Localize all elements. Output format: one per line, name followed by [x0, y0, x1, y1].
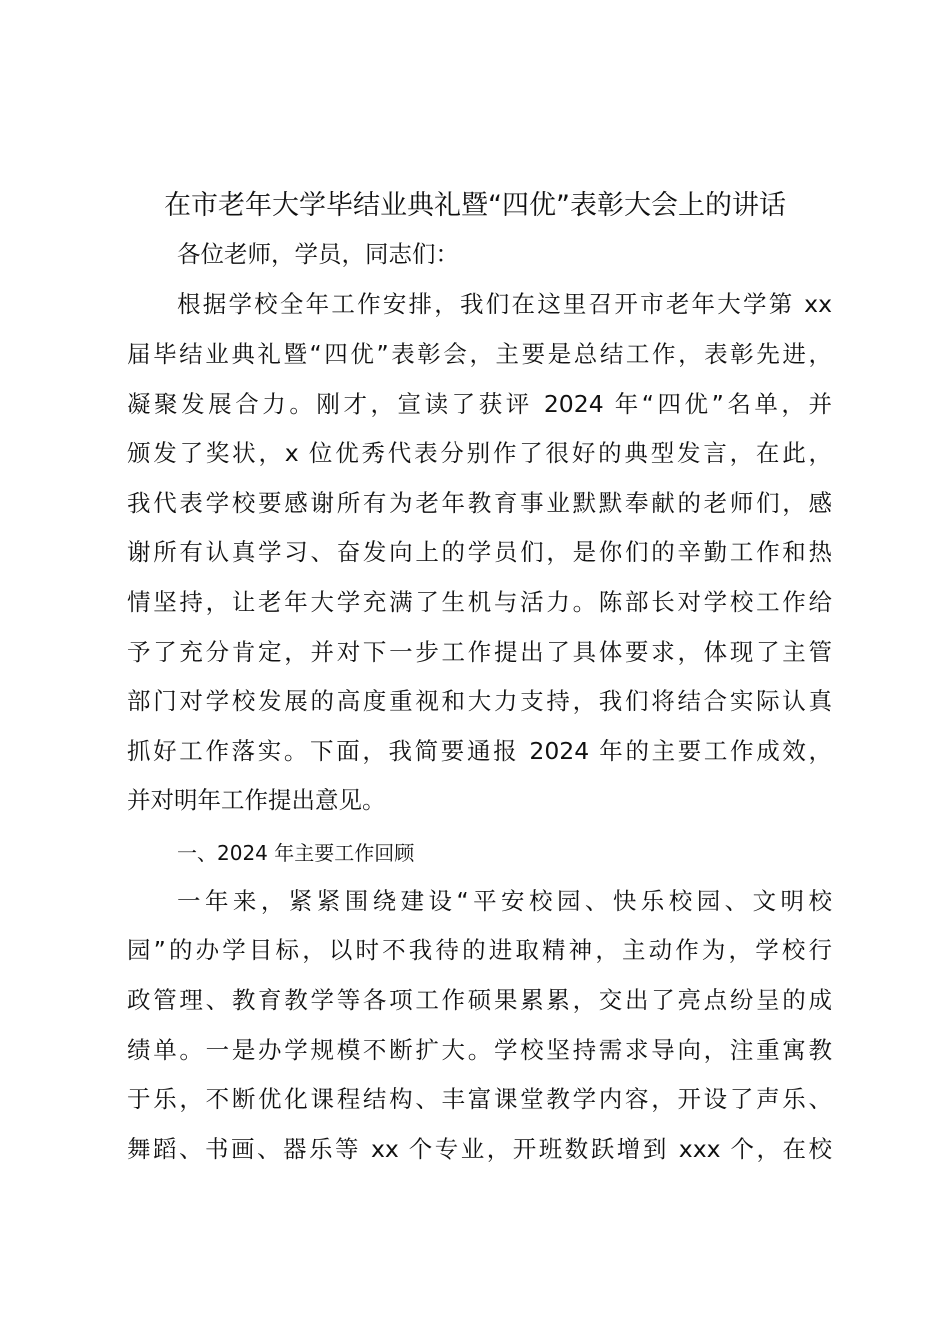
section-heading: 一、2024 年主要工作回顾: [177, 841, 415, 865]
paragraph-line: 抓好工作落实。下面，我简要通报 2024 年的主要工作成效，: [127, 737, 832, 765]
paragraph-line: 部门对学校发展的高度重视和大力支持，我们将结合实际认真: [127, 687, 832, 715]
paragraph-line: 一年来，紧紧围绕建设“平安校园、快乐校园、文明校: [177, 887, 832, 915]
paragraph-line: 凝聚发展合力。刚才，宣读了获评 2024 年“四优”名单，并: [127, 390, 832, 418]
paragraph-line: 并对明年工作提出意见。: [127, 786, 386, 814]
paragraph-line: 于乐，不断优化课程结构、丰富课堂教学内容，开设了声乐、: [127, 1085, 832, 1113]
salutation: 各位老师，学员，同志们：: [177, 240, 459, 268]
paragraph-line: 舞蹈、书画、器乐等 xx 个专业，开班数跃增到 xxx 个，在校: [127, 1135, 832, 1163]
paragraph-line: 我代表学校要感谢所有为老年教育事业默默奉献的老师们，感: [127, 489, 832, 517]
paragraph-line: 绩单。一是办学规模不断扩大。学校坚持需求导向，注重寓教: [127, 1036, 832, 1064]
paragraph-line: 谢所有认真学习、奋发向上的学员们，是你们的辛勤工作和热: [127, 538, 832, 566]
paragraph-line: 情坚持，让老年大学充满了生机与活力。陈部长对学校工作给: [127, 588, 832, 616]
paragraph-line: 根据学校全年工作安排，我们在这里召开市老年大学第 xx: [177, 290, 832, 318]
paragraph-line: 届毕结业典礼暨“四优”表彰会，主要是总结工作，表彰先进，: [127, 340, 832, 368]
document-title: 在市老年大学毕结业典礼暨“四优”表彰大会上的讲话: [164, 190, 786, 221]
paragraph-line: 政管理、教育教学等各项工作硕果累累，交出了亮点纷呈的成: [127, 986, 832, 1014]
paragraph-line: 予了充分肯定，并对下一步工作提出了具体要求，体现了主管: [127, 638, 832, 666]
paragraph-line: 颁发了奖状，x 位优秀代表分别作了很好的典型发言，在此，: [127, 439, 832, 467]
paragraph-line: 园”的办学目标，以时不我待的进取精神，主动作为，学校行: [127, 936, 832, 964]
